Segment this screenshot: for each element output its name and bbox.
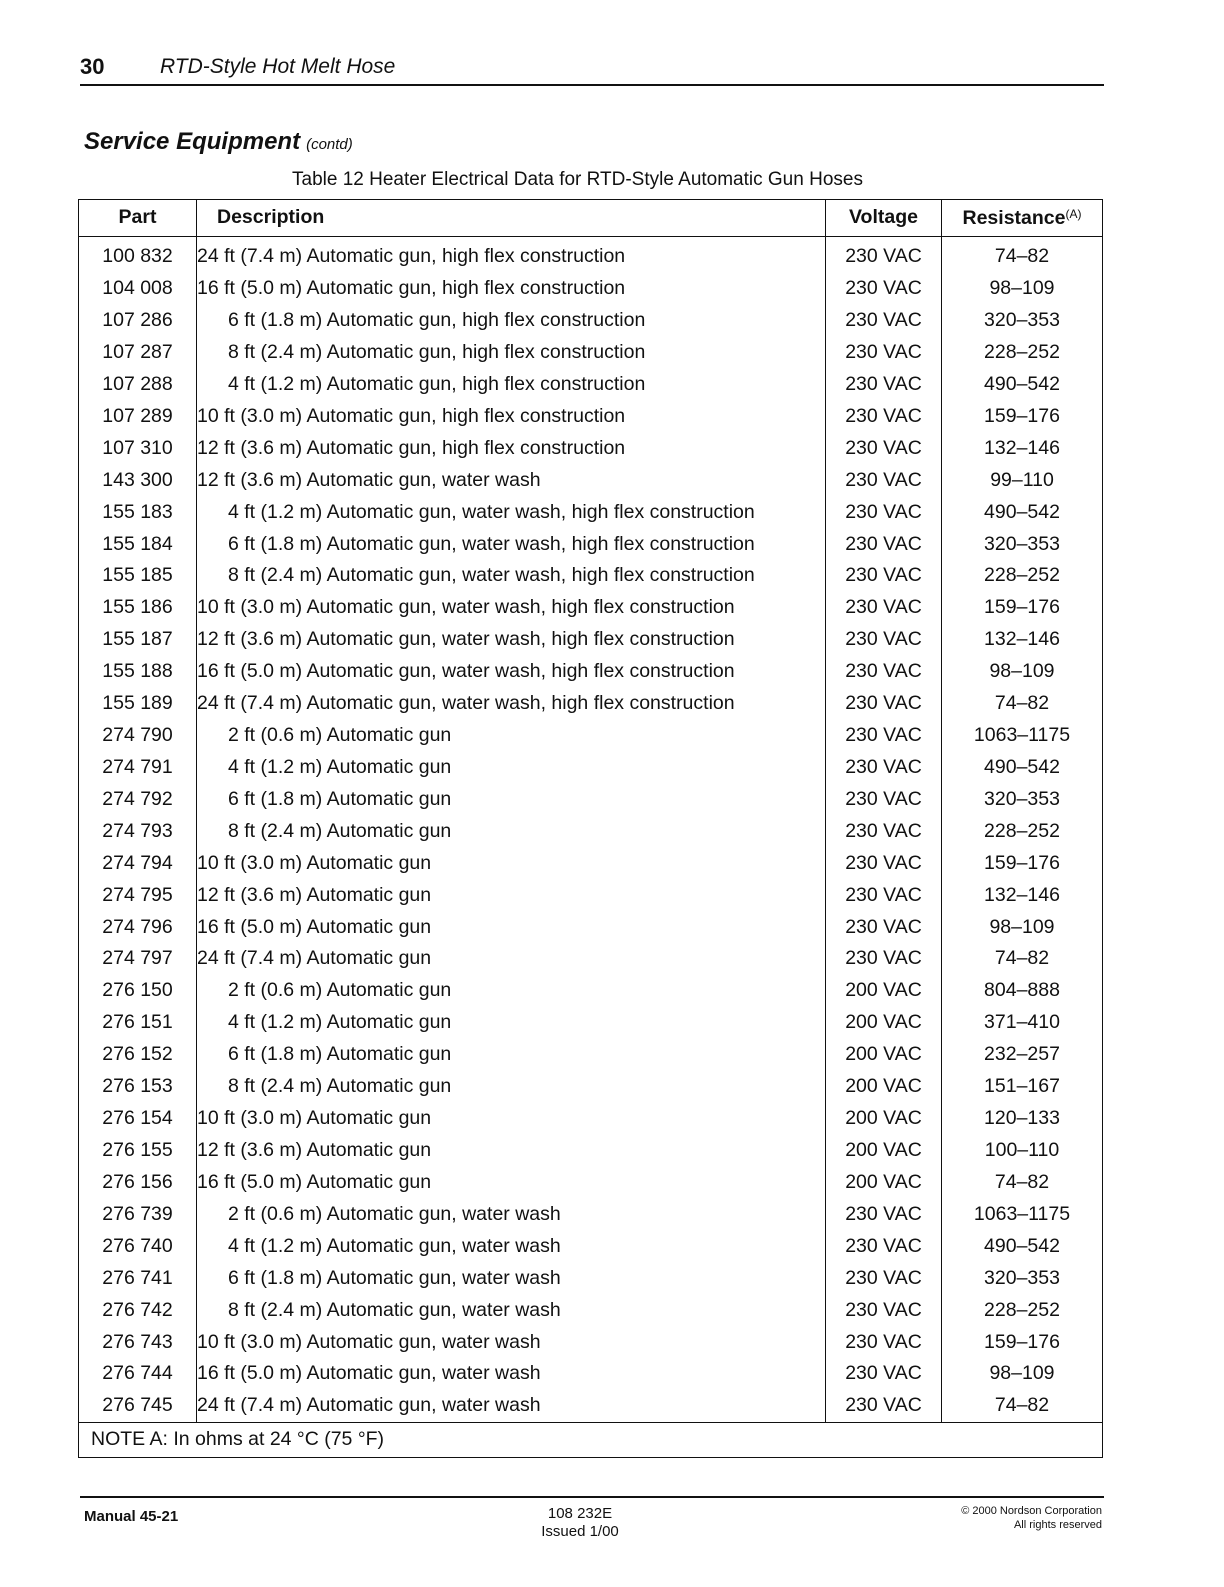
voltage-cell: 230 VAC: [826, 911, 942, 943]
description-cell: 10 ft (3.0 m) Automatic gun: [197, 1103, 826, 1135]
part-cell: 143 300: [79, 464, 197, 496]
description-cell: 24 ft (7.4 m) Automatic gun, water wash, high flex construction: [197, 688, 826, 720]
resistance-cell: 98–109: [942, 1358, 1103, 1390]
part-cell: 107 287: [79, 337, 197, 369]
part-cell: 276 742: [79, 1294, 197, 1326]
resistance-cell: 1063–1175: [942, 720, 1103, 752]
voltage-cell: 230 VAC: [826, 433, 942, 465]
header-resistance: [942, 200, 1103, 237]
table-caption: Table 12 Heater Electrical Data for RTD-Style Automatic Gun Hoses: [292, 169, 863, 190]
part-cell: 276 745: [79, 1390, 197, 1422]
description-cell: 2 ft (0.6 m) Automatic gun, water wash: [197, 1199, 826, 1231]
resistance-cell: 804–888: [942, 975, 1103, 1007]
table-row: [79, 337, 1103, 369]
resistance-cell: 228–252: [942, 560, 1103, 592]
table-row: [79, 816, 1103, 848]
resistance-cell: 159–176: [942, 848, 1103, 880]
description-cell: 10 ft (3.0 m) Automatic gun: [197, 848, 826, 880]
table-row: [79, 1390, 1103, 1422]
resistance-cell: 120–133: [942, 1103, 1103, 1135]
section-title-text: Service Equipment: [84, 128, 301, 155]
part-cell: 107 289: [79, 401, 197, 433]
resistance-cell: 98–109: [942, 911, 1103, 943]
description-cell: 2 ft (0.6 m) Automatic gun: [197, 720, 826, 752]
part-cell: 274 792: [79, 784, 197, 816]
table-note: NOTE A: In ohms at 24 °C (75 °F): [79, 1423, 1103, 1458]
voltage-cell: 230 VAC: [826, 1326, 942, 1358]
part-cell: 276 743: [79, 1326, 197, 1358]
part-cell: 155 185: [79, 560, 197, 592]
table-row: [79, 656, 1103, 688]
resistance-cell: 1063–1175: [942, 1199, 1103, 1231]
section-contd: (contd): [306, 136, 353, 153]
voltage-cell: 230 VAC: [826, 688, 942, 720]
table-row: [79, 273, 1103, 305]
description-cell: 6 ft (1.8 m) Automatic gun, water wash: [197, 1263, 826, 1295]
part-cell: 276 155: [79, 1135, 197, 1167]
voltage-cell: 200 VAC: [826, 1135, 942, 1167]
resistance-cell: 320–353: [942, 1263, 1103, 1295]
description-cell: 10 ft (3.0 m) Automatic gun, water wash, high flex construction: [197, 592, 826, 624]
footer-doc-number: 108 232E: [547, 1505, 613, 1522]
part-cell: 276 154: [79, 1103, 197, 1135]
description-cell: 12 ft (3.6 m) Automatic gun, water wash: [197, 464, 826, 496]
table-row: [79, 720, 1103, 752]
footer-rule: [80, 1496, 1104, 1498]
table-row: [79, 1103, 1103, 1135]
resistance-cell: 228–252: [942, 1294, 1103, 1326]
resistance-cell: 320–353: [942, 784, 1103, 816]
part-cell: 276 741: [79, 1263, 197, 1295]
resistance-cell: 98–109: [942, 656, 1103, 688]
table-row: [79, 560, 1103, 592]
voltage-cell: 230 VAC: [826, 656, 942, 688]
table-row: [79, 1199, 1103, 1231]
table-row: [79, 592, 1103, 624]
table-header-row: [79, 200, 1103, 237]
description-cell: 4 ft (1.2 m) Automatic gun: [197, 1007, 826, 1039]
description-cell: 8 ft (2.4 m) Automatic gun: [197, 816, 826, 848]
part-cell: 104 008: [79, 273, 197, 305]
voltage-cell: 230 VAC: [826, 305, 942, 337]
voltage-cell: 230 VAC: [826, 1231, 942, 1263]
description-cell: 4 ft (1.2 m) Automatic gun, water wash: [197, 1231, 826, 1263]
footer-copyright: © 2000 Nordson Corporation: [961, 1505, 1102, 1517]
resistance-cell: 74–82: [942, 688, 1103, 720]
description-cell: 4 ft (1.2 m) Automatic gun, water wash, high flex construction: [197, 496, 826, 528]
voltage-cell: 230 VAC: [826, 1199, 942, 1231]
voltage-cell: 230 VAC: [826, 464, 942, 496]
voltage-cell: 230 VAC: [826, 720, 942, 752]
description-cell: 4 ft (1.2 m) Automatic gun: [197, 752, 826, 784]
table-row: [79, 943, 1103, 975]
voltage-cell: 200 VAC: [826, 975, 942, 1007]
table-row: [79, 1231, 1103, 1263]
table-row: [79, 911, 1103, 943]
footer-rights: All rights reserved: [1013, 1518, 1102, 1531]
table-row: [79, 401, 1103, 433]
description-cell: 2 ft (0.6 m) Automatic gun: [197, 975, 826, 1007]
table-row: [79, 1326, 1103, 1358]
part-cell: 276 153: [79, 1071, 197, 1103]
header-voltage: Voltage: [826, 200, 942, 237]
description-cell: 12 ft (3.6 m) Automatic gun: [197, 879, 826, 911]
description-cell: 16 ft (5.0 m) Automatic gun, water wash, high flex construction: [197, 656, 826, 688]
voltage-cell: 230 VAC: [826, 879, 942, 911]
voltage-cell: 230 VAC: [826, 560, 942, 592]
description-cell: 12 ft (3.6 m) Automatic gun, water wash, high flex construction: [197, 624, 826, 656]
page-header: [80, 54, 1104, 84]
resistance-cell: 232–257: [942, 1039, 1103, 1071]
resistance-cell: 74–82: [942, 237, 1103, 273]
table-row: [79, 1135, 1103, 1167]
description-cell: 16 ft (5.0 m) Automatic gun: [197, 1167, 826, 1199]
description-cell: 8 ft (2.4 m) Automatic gun, water wash: [197, 1294, 826, 1326]
voltage-cell: 230 VAC: [826, 592, 942, 624]
description-cell: 6 ft (1.8 m) Automatic gun: [197, 1039, 826, 1071]
table-row: [79, 1167, 1103, 1199]
part-cell: 276 739: [79, 1199, 197, 1231]
voltage-cell: 230 VAC: [826, 784, 942, 816]
part-cell: 276 150: [79, 975, 197, 1007]
running-title: RTD-Style Hot Melt Hose: [160, 55, 396, 78]
table-body: [79, 237, 1103, 1423]
part-cell: 155 183: [79, 496, 197, 528]
section-title: [84, 128, 353, 156]
description-cell: 6 ft (1.8 m) Automatic gun, water wash, high flex construction: [197, 528, 826, 560]
description-cell: 24 ft (7.4 m) Automatic gun: [197, 943, 826, 975]
resistance-cell: 132–146: [942, 879, 1103, 911]
voltage-cell: 200 VAC: [826, 1039, 942, 1071]
part-cell: 274 797: [79, 943, 197, 975]
header-part: Part: [79, 200, 197, 237]
table-row: [79, 879, 1103, 911]
voltage-cell: 230 VAC: [826, 496, 942, 528]
description-cell: 6 ft (1.8 m) Automatic gun: [197, 784, 826, 816]
table-row: [79, 752, 1103, 784]
resistance-cell: 159–176: [942, 1326, 1103, 1358]
voltage-cell: 230 VAC: [826, 369, 942, 401]
part-cell: 274 790: [79, 720, 197, 752]
table-row: [79, 1007, 1103, 1039]
resistance-cell: 371–410: [942, 1007, 1103, 1039]
part-cell: 276 152: [79, 1039, 197, 1071]
table-row: [79, 624, 1103, 656]
footer-manual: Manual 45-21: [84, 1508, 179, 1525]
part-cell: 107 310: [79, 433, 197, 465]
table-row: [79, 528, 1103, 560]
description-cell: 16 ft (5.0 m) Automatic gun, high flex construction: [197, 273, 826, 305]
voltage-cell: 200 VAC: [826, 1103, 942, 1135]
part-cell: 276 156: [79, 1167, 197, 1199]
part-cell: 274 795: [79, 879, 197, 911]
resistance-cell: 228–252: [942, 816, 1103, 848]
voltage-cell: 230 VAC: [826, 528, 942, 560]
table-row: [79, 848, 1103, 880]
header-description: Description: [197, 200, 826, 237]
part-cell: 274 794: [79, 848, 197, 880]
table-row: [79, 464, 1103, 496]
voltage-cell: 230 VAC: [826, 816, 942, 848]
note-row: [79, 1423, 1103, 1458]
resistance-cell: 132–146: [942, 433, 1103, 465]
page-number: 30: [80, 54, 105, 79]
voltage-cell: 230 VAC: [826, 1358, 942, 1390]
table-row: [79, 975, 1103, 1007]
description-cell: 6 ft (1.8 m) Automatic gun, high flex construction: [197, 305, 826, 337]
resistance-cell: 98–109: [942, 273, 1103, 305]
table-row: [79, 1071, 1103, 1103]
part-cell: 107 288: [79, 369, 197, 401]
table-row: [79, 784, 1103, 816]
description-cell: 10 ft (3.0 m) Automatic gun, water wash: [197, 1326, 826, 1358]
resistance-cell: 228–252: [942, 337, 1103, 369]
resistance-cell: 490–542: [942, 1231, 1103, 1263]
voltage-cell: 230 VAC: [826, 337, 942, 369]
voltage-cell: 230 VAC: [826, 1263, 942, 1295]
table-row: [79, 433, 1103, 465]
table-row: [79, 369, 1103, 401]
resistance-cell: 74–82: [942, 1390, 1103, 1422]
voltage-cell: 200 VAC: [826, 1071, 942, 1103]
description-cell: 12 ft (3.6 m) Automatic gun: [197, 1135, 826, 1167]
header-resistance-label: Resistance: [962, 206, 1066, 229]
resistance-cell: 320–353: [942, 305, 1103, 337]
part-cell: 276 740: [79, 1231, 197, 1263]
resistance-cell: 490–542: [942, 752, 1103, 784]
voltage-cell: 200 VAC: [826, 1007, 942, 1039]
resistance-cell: 320–353: [942, 528, 1103, 560]
resistance-cell: 151–167: [942, 1071, 1103, 1103]
resistance-cell: 74–82: [942, 943, 1103, 975]
voltage-cell: 230 VAC: [826, 752, 942, 784]
description-cell: 8 ft (2.4 m) Automatic gun, water wash, high flex construction: [197, 560, 826, 592]
part-cell: 155 189: [79, 688, 197, 720]
description-cell: 4 ft (1.2 m) Automatic gun, high flex construction: [197, 369, 826, 401]
note-ref: (A): [1065, 206, 1082, 221]
part-cell: 274 793: [79, 816, 197, 848]
part-cell: 107 286: [79, 305, 197, 337]
footer-doc-info: [520, 1505, 640, 1541]
part-cell: 274 796: [79, 911, 197, 943]
description-cell: 24 ft (7.4 m) Automatic gun, high flex construction: [197, 237, 826, 273]
voltage-cell: 230 VAC: [826, 1294, 942, 1326]
table-row: [79, 496, 1103, 528]
voltage-cell: 230 VAC: [826, 624, 942, 656]
table-row: [79, 1039, 1103, 1071]
part-cell: 155 184: [79, 528, 197, 560]
description-cell: 8 ft (2.4 m) Automatic gun: [197, 1071, 826, 1103]
table-row: [79, 237, 1103, 273]
part-cell: 100 832: [79, 237, 197, 273]
header-rule: [80, 84, 1104, 86]
table-row: [79, 688, 1103, 720]
resistance-cell: 100–110: [942, 1135, 1103, 1167]
description-cell: 16 ft (5.0 m) Automatic gun: [197, 911, 826, 943]
footer-issued: Issued 1/00: [541, 1523, 619, 1540]
description-cell: 12 ft (3.6 m) Automatic gun, high flex construction: [197, 433, 826, 465]
description-cell: 10 ft (3.0 m) Automatic gun, high flex construction: [197, 401, 826, 433]
footer-copyright-block: [961, 1505, 1102, 1533]
voltage-cell: 230 VAC: [826, 848, 942, 880]
resistance-cell: 99–110: [942, 464, 1103, 496]
voltage-cell: 200 VAC: [826, 1167, 942, 1199]
voltage-cell: 230 VAC: [826, 401, 942, 433]
voltage-cell: 230 VAC: [826, 1390, 942, 1422]
resistance-cell: 490–542: [942, 496, 1103, 528]
voltage-cell: 230 VAC: [826, 943, 942, 975]
table-row: [79, 305, 1103, 337]
part-cell: 276 744: [79, 1358, 197, 1390]
table-row: [79, 1294, 1103, 1326]
heater-data-table: [78, 199, 1103, 1458]
part-cell: 276 151: [79, 1007, 197, 1039]
part-cell: 155 188: [79, 656, 197, 688]
resistance-cell: 74–82: [942, 1167, 1103, 1199]
description-cell: 16 ft (5.0 m) Automatic gun, water wash: [197, 1358, 826, 1390]
description-cell: 24 ft (7.4 m) Automatic gun, water wash: [197, 1390, 826, 1422]
resistance-cell: 490–542: [942, 369, 1103, 401]
resistance-cell: 159–176: [942, 592, 1103, 624]
part-cell: 155 186: [79, 592, 197, 624]
voltage-cell: 230 VAC: [826, 273, 942, 305]
resistance-cell: 159–176: [942, 401, 1103, 433]
table-row: [79, 1263, 1103, 1295]
part-cell: 274 791: [79, 752, 197, 784]
voltage-cell: 230 VAC: [826, 237, 942, 273]
part-cell: 155 187: [79, 624, 197, 656]
description-cell: 8 ft (2.4 m) Automatic gun, high flex construction: [197, 337, 826, 369]
table-row: [79, 1358, 1103, 1390]
resistance-cell: 132–146: [942, 624, 1103, 656]
